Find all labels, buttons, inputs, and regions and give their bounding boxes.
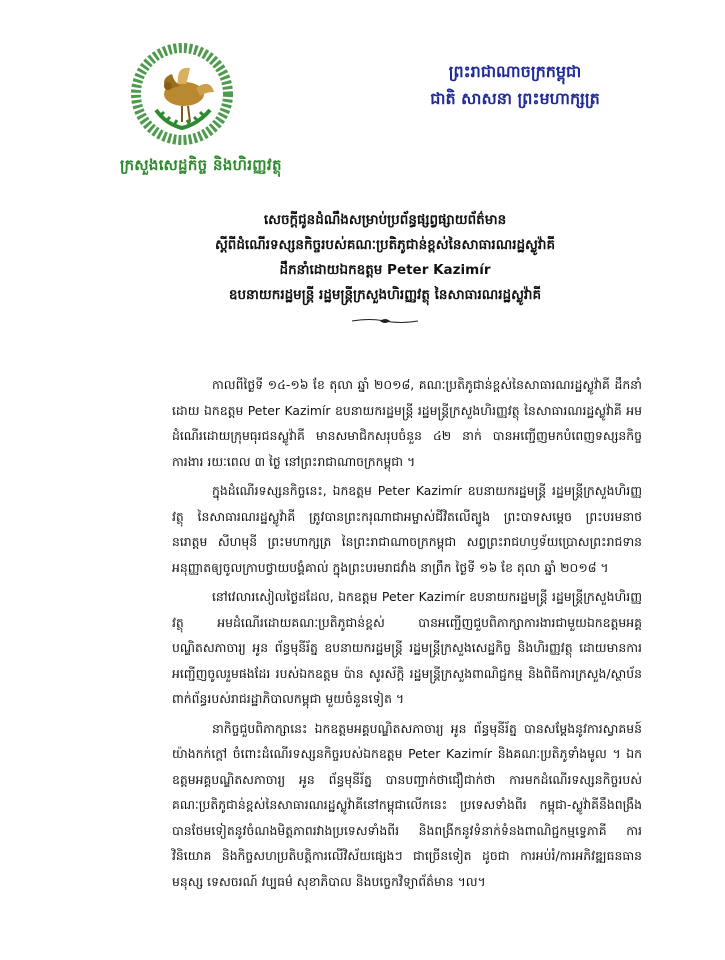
body-paragraph-1: កាលពីថ្ងៃទី ១៤-១៦ ខែ តុលា ឆ្នាំ ២០១៨, គណៈប្រតិភូជាន់ខ្ពស់នៃសាធារណរដ្ឋស្លូវ៉ាគី ដឹកនាំដោយ ឯកឧត្តម Peter Kazimír ឧបនាយករដ្ឋមន្ត្រី រដ្ឋមន្ត្រីក្រសួងហិរញ្ញវត្ថុ នៃសាធារណរដ្ឋស្លូវ៉ាគី អមដំណើរដោយក្រុមធុរជនស្លូវ៉ាគី មានសមាជិកសរុបចំនួន ៤២ នាក់ បានអញ្ជើញមកបំពេញទស្សនកិច្ចការងារ រយៈពេល ៣ ថ្ងៃ នៅព្រះរាជាណាចក្រកម្ពុជា ។ xyxy=(172,377,642,469)
body-paragraph-4: នាកិច្ចជួបពិភាក្សានេះ ឯកឧត្តមអគ្គបណ្ឌិតសភាចារ្យ អូន ព័ន្ធមុនីរ័ត្ន បានសម្តែងនូវការស្វាគមន៍យ៉ាងកក់ក្តៅ ចំពោះដំណើរទស្សនកិច្ចរបស់ឯកឧត្តម Peter Kazimír និងគណៈប្រតិភូទាំងមូល ។ ឯកឧត្តមអគ្គបណ្ឌិតសភាចារ្យ អូន ព័ន្ធមុនីរ័ត្ន បានបញ្ជាក់ថាជឿជាក់ថា ការមកដំណើរទស្សនកិច្ចរបស់គណៈប្រតិភូជាន់ខ្ពស់នៃសាធារណរដ្ឋស្លូវ៉ាគីនៅកម្ពុជាលើកនេះ ប្រទេសទាំងពីរ កម្ពុជា-ស្លូវ៉ាគីនឹងពង្រឹងបានថែមទៀតនូវចំណងមិត្តភាពរវាងប្រទេសទាំងពីរ និងពង្រីកនូវទំនាក់ទំនងពាណិជ្ជកម្មទ្វេភាគី ការវិនិយោគ និងកិច្ចសហប្រតិបត្តិការលើវិស័យផ្សេងៗ ជាច្រើនទៀត ដូចជា ការអប់រំ/ការអភិវឌ្ឍធនធានមនុស្ស ទេសចរណ៍ វប្បធម៌ សុខាភិបាល និងបច្ចេកវិទ្យាព័ត៌មាន ។ល។ xyxy=(172,720,642,889)
body-paragraph-3: នៅវេលារសៀលថ្ងៃដដែល, ឯកឧត្តម Peter Kazimír ឧបនាយករដ្ឋមន្ត្រី រដ្ឋមន្ត្រីក្រសួងហិរញ្ញវត្ថុ អមដំណើរដោយគណៈប្រតិភូជាន់ខ្ពស់ បានអញ្ជើញជួបពិភាក្សាការងារជាមួយឯកឧត្តមអគ្គបណ្ឌិតសភាចារ្យ អូន ព័ន្ធមុនីរ័ត្ន ឧបនាយករដ្ឋមន្ត្រី រដ្ឋមន្ត្រីក្រសួងសេដ្ឋកិច្ច និងហិរញ្ញវត្ថុ ដោយមានការអញ្ជើញចូលរួមផងដែរ របស់ឯកឧត្តម ប៉ាន សូរស័ក្តិ រដ្ឋមន្ត្រីក្រសួងពាណិជ្ជកម្ម និងពិធីការក្រសួង/ស្ថាប័នពាក់ព័ន្ធរបស់រាជរដ្ឋាភិបាលកម្ពុជា មួយចំនួនទៀត ។ xyxy=(172,589,642,706)
body-paragraph-2: ក្នុងដំណើរទស្សនកិច្ចនេះ, ឯកឧត្តម Peter Kazimír ឧបនាយករដ្ឋមន្ត្រី រដ្ឋមន្ត្រីក្រសួងហិរញ្ញវត្ថុ នៃសាធារណរដ្ឋស្លូវ៉ាគី ត្រូវបានព្រះករុណាជាអម្ចាស់ជីវិតលើត្បូង ព្រះបាទសម្តេច ព្រះបរមនាថ នរោត្តម សីហមុនី ព្រះមហាក្សត្រ នៃព្រះរាជាណាចក្រកម្ពុជា សព្វព្រះរាជហឫទ័យប្រោសព្រះរាជទានអនុញ្ញាតឲ្យចូលក្រាបថ្វាយបង្គំគាល់ ក្នុងព្រះបរមរាជវាំង នាព្រឹក ថ្ងៃទី ១៦ ខែ តុលា ឆ្នាំ ២០១៨ ។ xyxy=(172,483,642,575)
kingdom-motto xyxy=(395,58,635,112)
ministry-name: ក្រសួងសេដ្ឋកិច្ច និងហិរញ្ញវត្ថុ xyxy=(120,156,282,174)
title-divider-ornament xyxy=(350,316,420,326)
title-line-1: សេចក្តីជូនដំណឹងសម្រាប់ប្រព័ន្ធផ្សព្វផ្សាយព័ត៌មាន xyxy=(263,212,507,228)
ministry-logo-block xyxy=(120,38,282,178)
national-motto: ជាតិ សាសនា ព្រះមហាក្សត្រ xyxy=(430,89,600,108)
kingdom-name: ព្រះរាជាណាចក្រកម្ពុជា xyxy=(448,62,582,81)
title-line-3: ដឹកនាំដោយឯកឧត្តម Peter Kazimír xyxy=(279,262,491,278)
document-title-block xyxy=(150,208,620,326)
ministry-emblem-logo xyxy=(126,38,238,150)
press-release-body xyxy=(172,372,642,898)
title-line-4: ឧបនាយករដ្ឋមន្ត្រី រដ្ឋមន្ត្រីក្រសួងហិរញ្ញវត្ថុ នៃសាធារណរដ្ឋស្លូវ៉ាគី xyxy=(228,287,542,303)
title-line-2: ស្តីពីដំណើរទស្សនកិច្ចរបស់គណៈប្រតិភូជាន់ខ្ពស់នៃសាធារណរដ្ឋស្លូវ៉ាគី xyxy=(214,237,556,253)
